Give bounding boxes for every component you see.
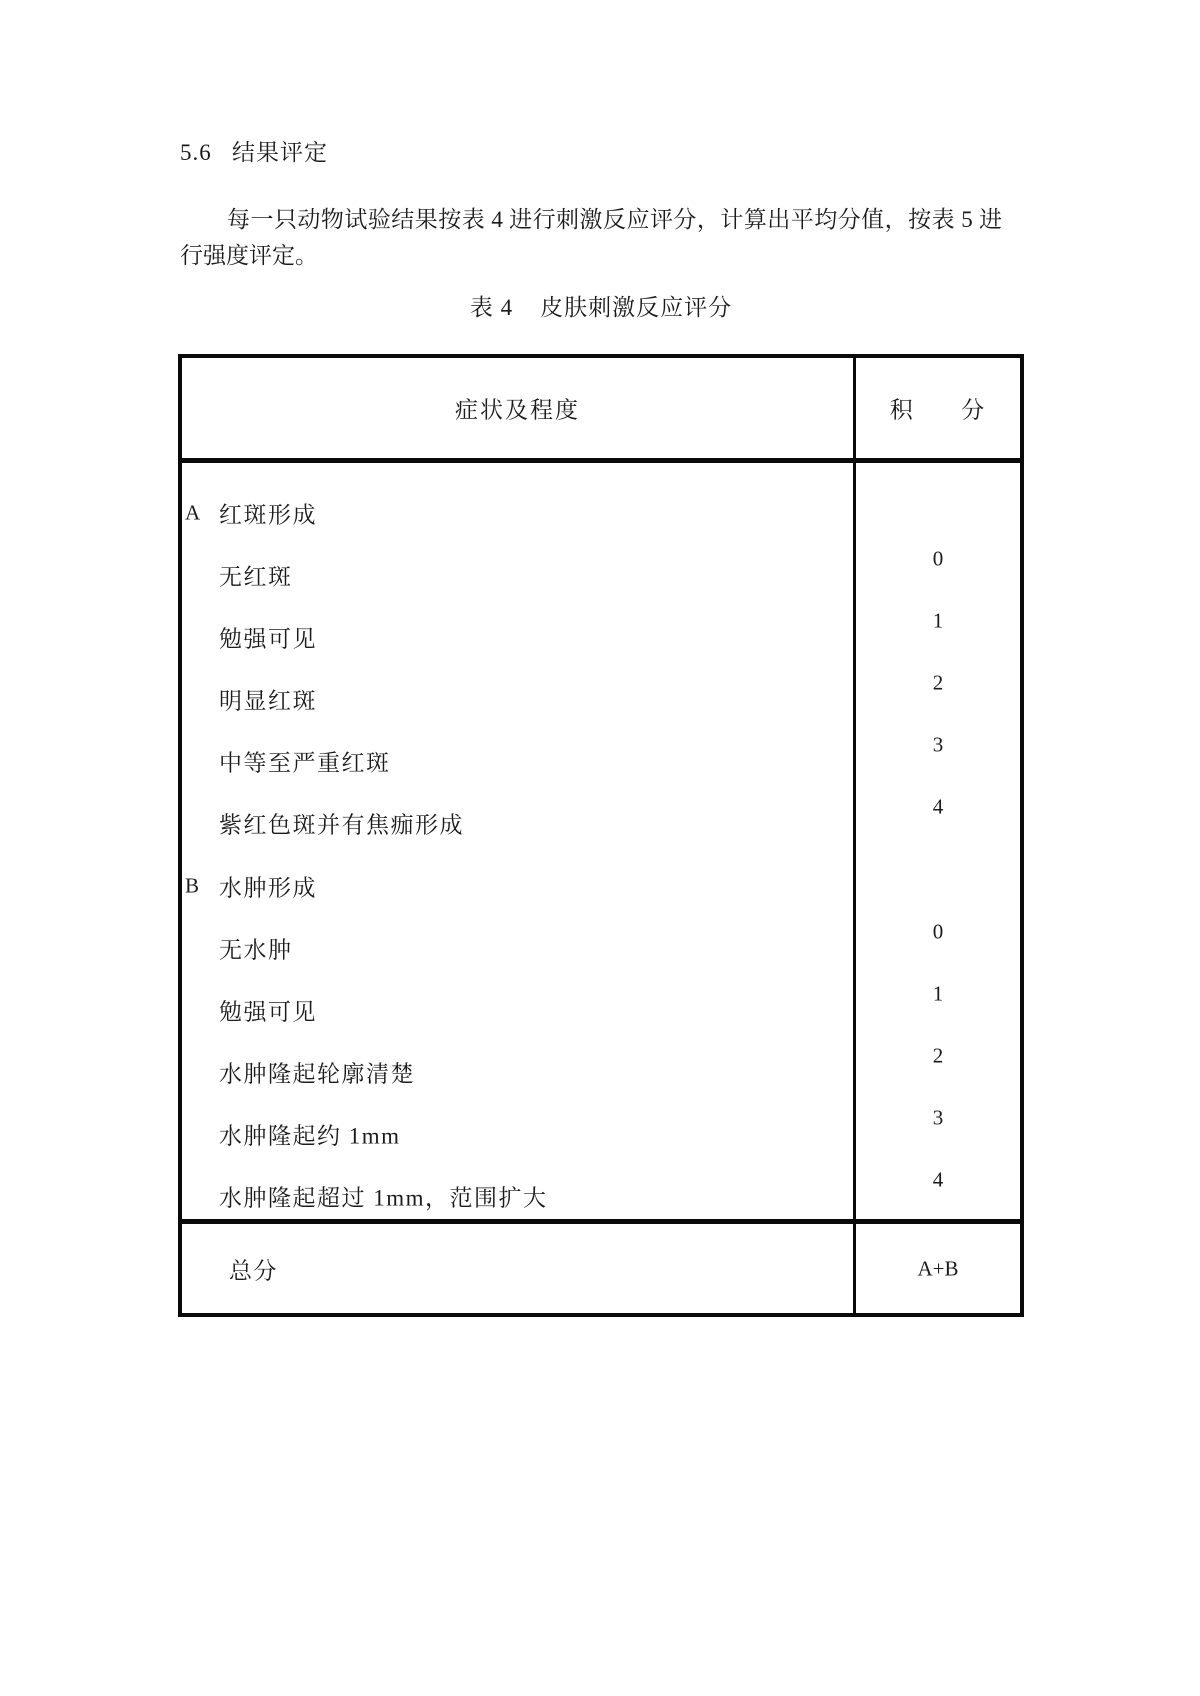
row-score: 0	[932, 546, 944, 571]
table-row	[182, 606, 1020, 668]
table-row	[182, 1103, 1020, 1165]
table-total-row	[182, 1238, 1020, 1300]
row-score: 4	[932, 1167, 944, 1192]
table-row	[182, 730, 1020, 792]
header-cell-symptom: 症状及程度	[455, 397, 580, 423]
table-row	[182, 482, 1020, 544]
row-score: 3	[932, 1105, 944, 1130]
row-label: 水肿形成	[219, 875, 317, 901]
table-row	[182, 917, 1020, 979]
section-heading: 5.6 结果评定	[180, 140, 328, 165]
header-separator-line	[182, 458, 1020, 463]
row-label: 明显红斑	[219, 688, 317, 714]
table-row	[182, 668, 1020, 730]
row-score: 1	[932, 608, 944, 633]
row-score: 2	[932, 670, 944, 695]
row-label: 中等至严重红斑	[219, 750, 391, 776]
header-cell-score: 积 分	[889, 397, 987, 423]
row-score: 0	[932, 919, 944, 944]
row-label: 勉强可见	[219, 999, 317, 1025]
row-label: 水肿隆起超过 1mm，范围扩大	[219, 1185, 548, 1211]
table-row	[182, 855, 1020, 917]
row-score: 4	[932, 794, 944, 819]
body-paragraph: 每一只动物试验结果按表 4 进行刺激反应评分，计算出平均分值，按表 5 进行强度评定。	[180, 207, 1002, 268]
row-label: 勉强可见	[219, 626, 317, 652]
row-label: 紫红色斑并有焦痂形成	[219, 812, 464, 838]
table-row	[182, 792, 1020, 854]
table-caption: 表 4 皮肤刺激反应评分	[469, 295, 733, 320]
row-label: 无红斑	[219, 564, 293, 590]
row-score: 2	[932, 1043, 944, 1068]
row-label: 水肿隆起约 1mm	[219, 1123, 401, 1149]
table-row	[182, 544, 1020, 606]
row-marker: B	[185, 873, 200, 898]
row-score: 1	[932, 981, 944, 1006]
table-row	[182, 979, 1020, 1041]
row-marker: A	[185, 500, 201, 525]
row-score: 3	[932, 732, 944, 757]
row-label: 水肿隆起轮廓清楚	[219, 1061, 415, 1087]
table-row	[182, 1165, 1020, 1227]
total-label: 总分	[229, 1258, 278, 1284]
skin-irritation-score-table	[178, 354, 1024, 1317]
table-row	[182, 1041, 1020, 1103]
row-label: 红斑形成	[219, 502, 317, 528]
table-header-row	[182, 358, 1020, 458]
total-score: A+B	[917, 1256, 959, 1281]
row-label: 无水肿	[219, 937, 293, 963]
